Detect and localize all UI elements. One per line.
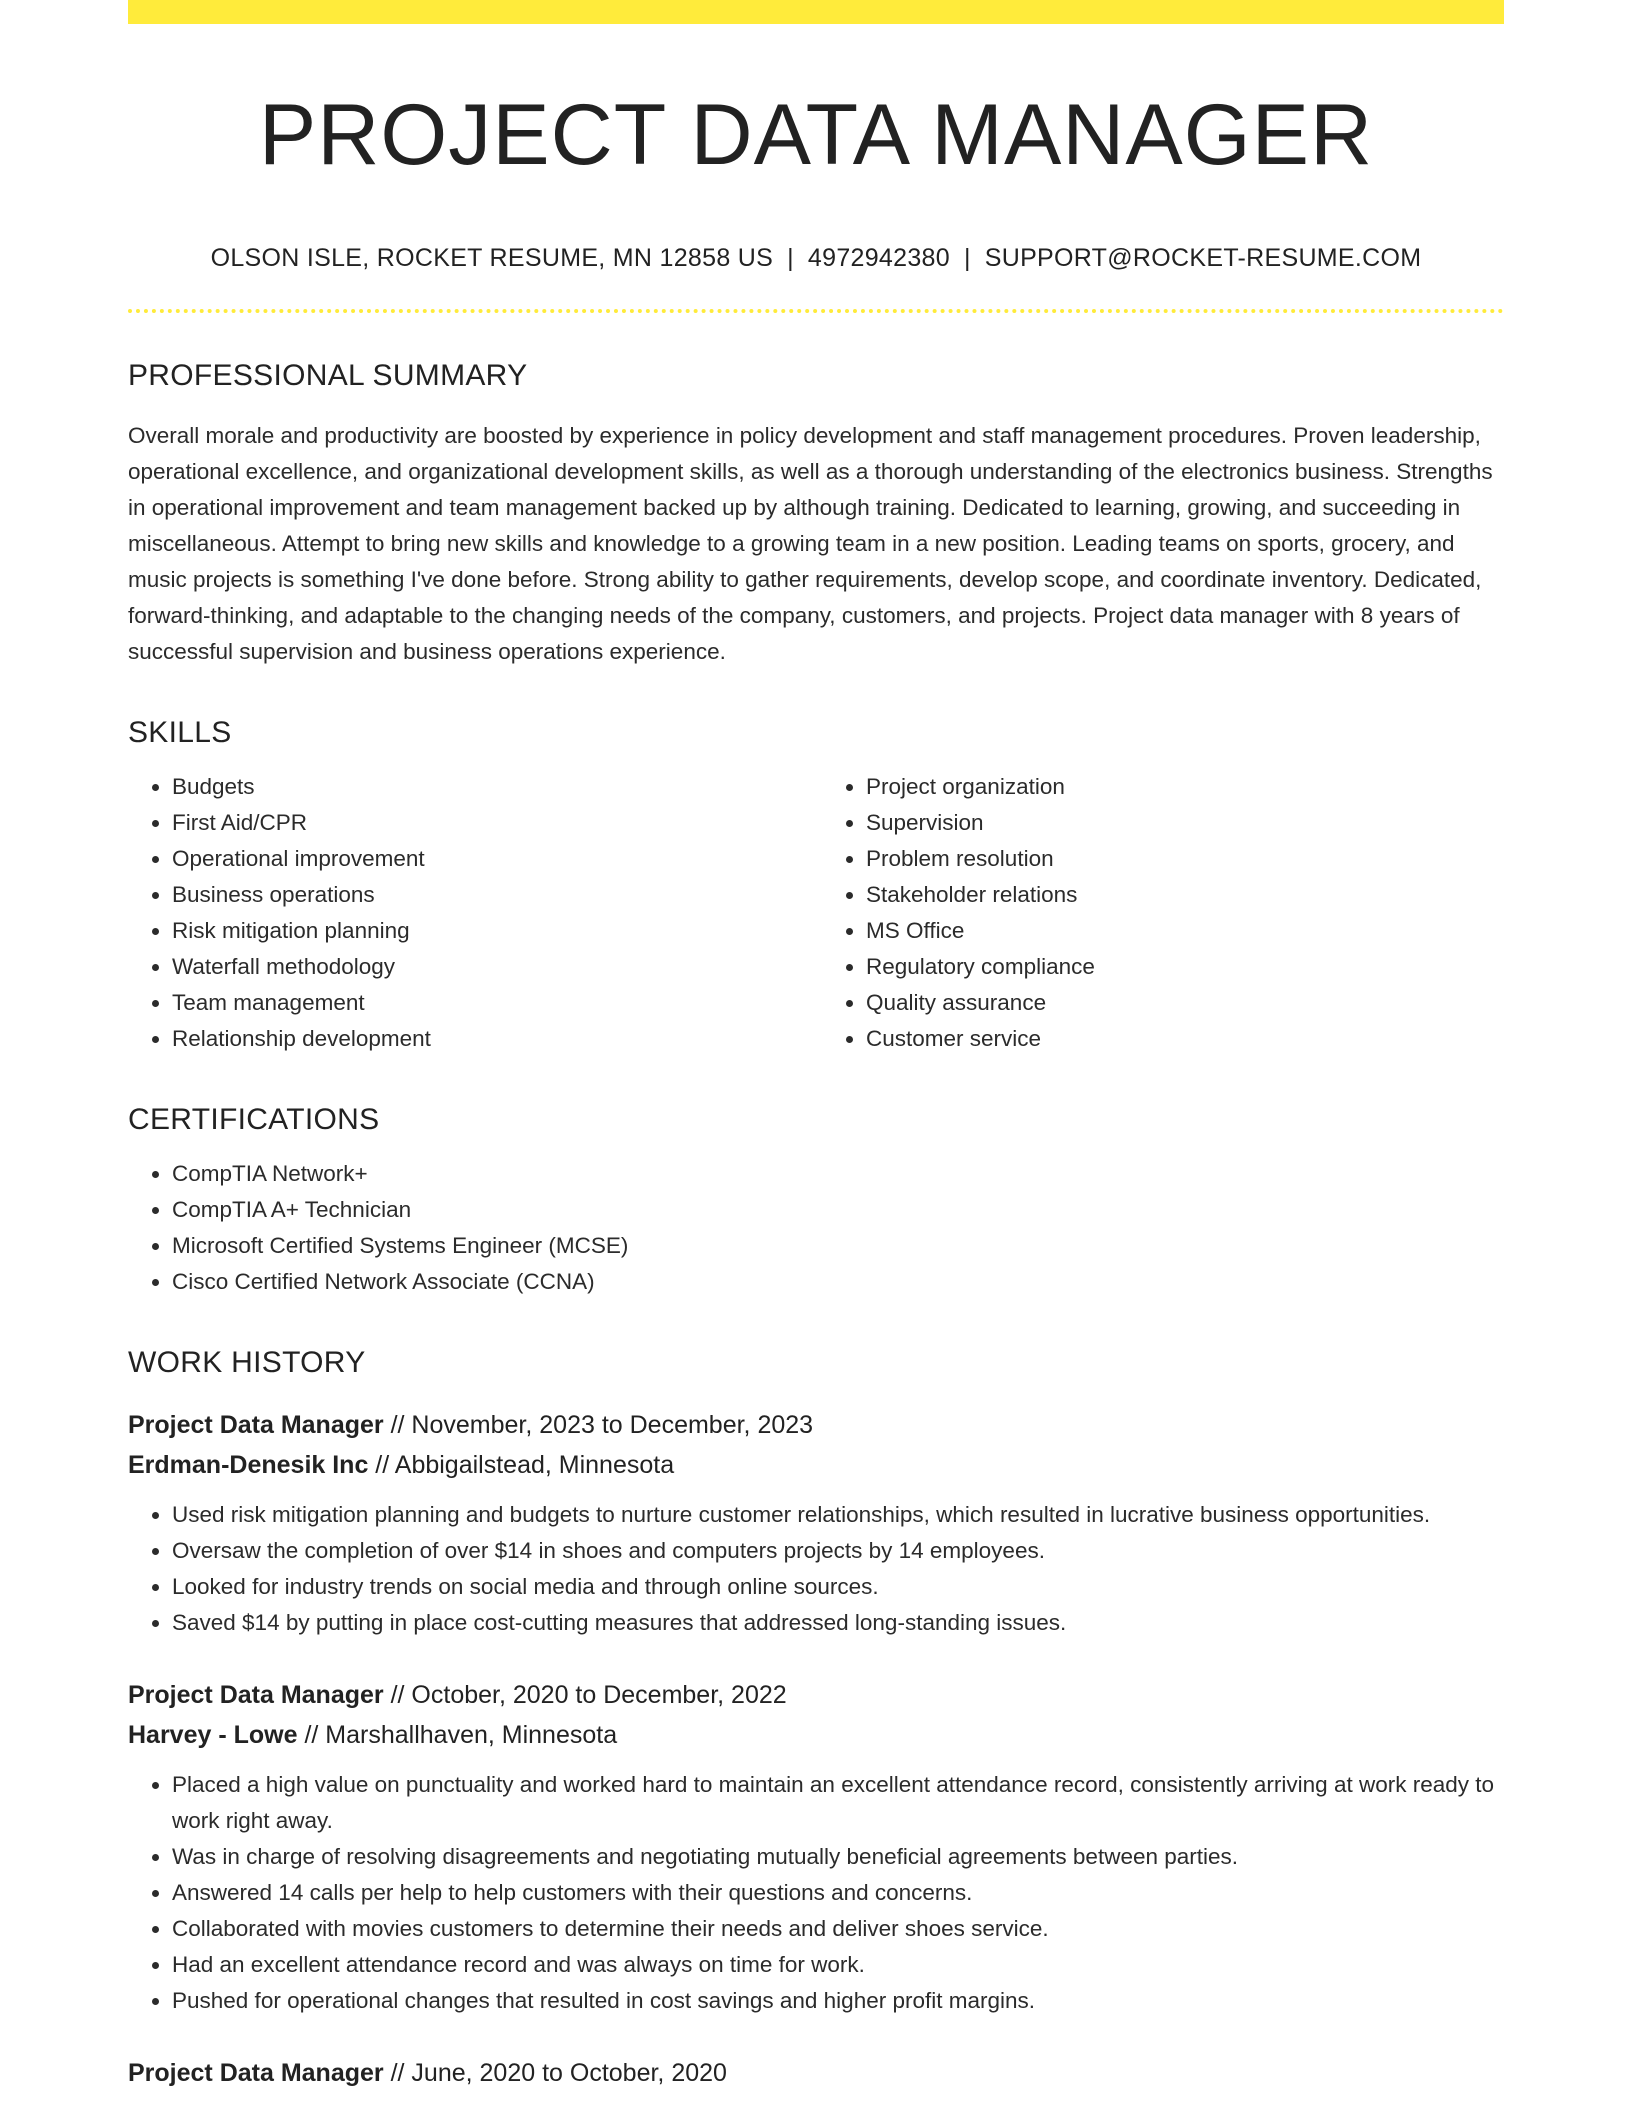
- section-heading-skills: SKILLS: [128, 716, 232, 750]
- skill-item: • First Aid/CPR: [172, 805, 816, 841]
- job-bullet: • Pushed for operational changes that resulted in cost savings and higher profit margins.: [172, 1983, 1504, 2019]
- job-bullet: • Was in charge of resolving disagreements and negotiating mutually beneficial agreements between parties.: [172, 1839, 1504, 1875]
- contact-address: OLSON ISLE, ROCKET RESUME, MN 12858 US: [210, 244, 774, 273]
- job-bullets: [128, 1497, 1504, 1641]
- job-title: Project Data Manager: [128, 2059, 384, 2088]
- work-history-section: [128, 1346, 1504, 2093]
- job-company-line: [128, 1715, 1504, 1755]
- skills-section: [128, 716, 1504, 1057]
- certification-item: • CompTIA Network+: [172, 1156, 1504, 1192]
- skill-item: • Business operations: [172, 877, 816, 913]
- certifications-list: [128, 1156, 1504, 1300]
- job-title: Project Data Manager: [128, 1681, 384, 1710]
- resume-title: PROJECT DATA MANAGER: [258, 87, 1374, 183]
- job-bullet: • Collaborated with movies customers to determine their needs and deliver shoes service.: [172, 1911, 1504, 1947]
- job-company: Erdman-Denesik Inc: [128, 1451, 369, 1480]
- skill-item: • Regulatory compliance: [866, 949, 1504, 985]
- contact-separator: |: [787, 244, 794, 273]
- skills-list-left: [128, 769, 816, 1057]
- job-location: // Abbigailstead, Minnesota: [368, 1451, 675, 1480]
- job-bullet: • Saved $14 by putting in place cost-cutting measures that addressed long-standing issues.: [172, 1605, 1504, 1641]
- job-entry: [128, 1405, 1504, 1641]
- header-accent-bar: [128, 0, 1504, 24]
- job-bullets: [128, 1767, 1504, 2019]
- skill-item: • Relationship development: [172, 1021, 816, 1057]
- certification-item: • CompTIA A+ Technician: [172, 1192, 1504, 1228]
- job-title: Project Data Manager: [128, 1411, 384, 1440]
- contact-line: [128, 243, 1504, 273]
- skill-item: • Operational improvement: [172, 841, 816, 877]
- job-title-line: [128, 1405, 1504, 1445]
- certification-item: • Cisco Certified Network Associate (CCNA): [172, 1264, 1504, 1300]
- job-title-line: [128, 1675, 1504, 1715]
- skill-item: • Project organization: [866, 769, 1504, 805]
- skill-item: • Problem resolution: [866, 841, 1504, 877]
- contact-phone: 4972942380: [807, 244, 950, 273]
- section-heading-summary: PROFESSIONAL SUMMARY: [128, 359, 528, 393]
- certification-item: • Microsoft Certified Systems Engineer (MCSE): [172, 1228, 1504, 1264]
- job-dates: // October, 2020 to December, 2022: [383, 1681, 787, 1710]
- job-entry: [128, 2053, 1504, 2093]
- job-dates: // November, 2023 to December, 2023: [383, 1411, 814, 1440]
- job-company: Harvey - Lowe: [128, 1721, 298, 1750]
- job-dates: // June, 2020 to October, 2020: [383, 2059, 727, 2088]
- skills-list-right: [816, 769, 1504, 1057]
- job-bullet: • Oversaw the completion of over $14 in shoes and computers projects by 14 employees.: [172, 1533, 1504, 1569]
- contact-separator: |: [963, 244, 971, 273]
- skills-columns: [128, 769, 1504, 1057]
- skill-item: • Risk mitigation planning: [172, 913, 816, 949]
- certifications-section: [128, 1103, 1504, 1300]
- summary-section: [128, 359, 1504, 670]
- skill-item: • Supervision: [866, 805, 1504, 841]
- header-divider: [128, 309, 1504, 313]
- skill-item: • Budgets: [172, 769, 816, 805]
- job-bullet: • Answered 14 calls per help to help customers with their questions and concerns.: [172, 1875, 1504, 1911]
- section-heading-work-history: WORK HISTORY: [128, 1346, 366, 1380]
- skill-item: • Customer service: [866, 1021, 1504, 1057]
- skill-item: • Stakeholder relations: [866, 877, 1504, 913]
- job-location: // Marshallhaven, Minnesota: [297, 1721, 618, 1750]
- resume-page: [128, 0, 1504, 2093]
- job-company-line: [128, 1445, 1504, 1485]
- contact-email: SUPPORT@ROCKET-RESUME.COM: [984, 244, 1422, 273]
- job-entry: [128, 1675, 1504, 2019]
- job-title-line: [128, 2053, 1504, 2093]
- skill-item: • MS Office: [866, 913, 1504, 949]
- job-bullet: • Placed a high value on punctuality and worked hard to maintain an excellent attendance record, consistently arriving at work ready to work right away.: [172, 1767, 1504, 1839]
- summary-text: Overall morale and productivity are boosted by experience in policy development and staff management procedures. Proven leadership, operational excellence, and organizational development skills, as well as a thorough understanding of the electronics business. Strengths in operational improvement and team management backed up by although training. Dedicated to learning, growing, and succeeding in miscellaneous. Attempt to bring new skills and knowledge to a growing team in a new position. Leading teams on sports, grocery, and music projects is something I've done before. Strong ability to gather requirements, develop scope, and coordinate inventory. Dedicated, forward-thinking, and adaptable to the changing needs of the company, customers, and projects. Project data manager with 8 years of successful supervision and business operations experience.: [128, 423, 1493, 665]
- job-bullet: • Had an excellent attendance record and was always on time for work.: [172, 1947, 1504, 1983]
- skill-item: • Waterfall methodology: [172, 949, 816, 985]
- section-heading-certifications: CERTIFICATIONS: [128, 1103, 380, 1137]
- job-bullet: • Used risk mitigation planning and budgets to nurture customer relationships, which resulted in lucrative business opportunities.: [172, 1497, 1504, 1533]
- job-bullet: • Looked for industry trends on social media and through online sources.: [172, 1569, 1504, 1605]
- skill-item: • Quality assurance: [866, 985, 1504, 1021]
- skill-item: • Team management: [172, 985, 816, 1021]
